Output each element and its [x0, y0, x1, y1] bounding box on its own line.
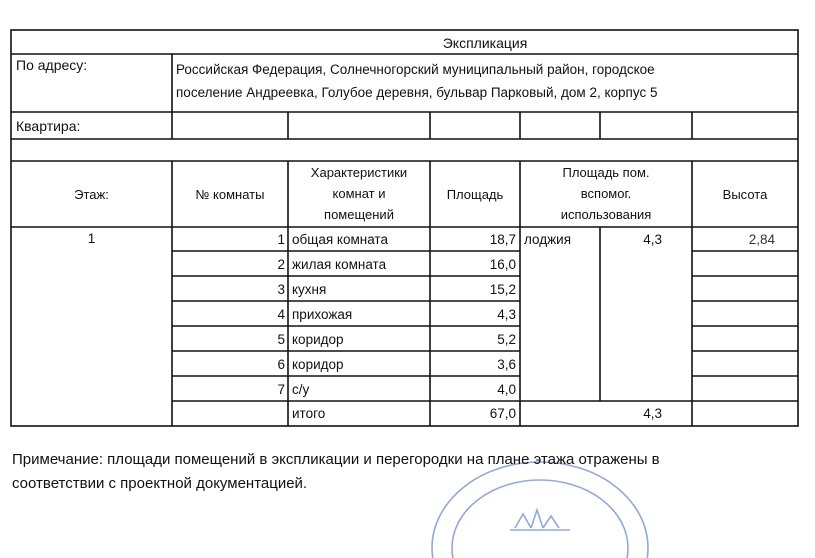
room-no: 2 — [277, 257, 285, 272]
room-name: жилая комната — [292, 257, 387, 272]
header-room-no: № комнаты — [195, 187, 265, 202]
apartment-label: Квартира: — [16, 118, 81, 134]
room-no: 6 — [277, 357, 285, 372]
header-height: Высота — [722, 187, 768, 202]
header-characteristics-1: Характеристики — [310, 165, 408, 180]
total-area: 67,0 — [489, 406, 516, 421]
room-area: 16,0 — [489, 257, 516, 272]
room-no: 1 — [277, 232, 285, 247]
header-characteristics-2: комнат и — [332, 186, 386, 201]
header-area: Площадь — [446, 187, 504, 202]
room-no: 5 — [277, 332, 285, 347]
floor-value: 1 — [87, 231, 96, 246]
aux-room-name: лоджия — [524, 232, 571, 247]
room-no: 7 — [277, 382, 285, 397]
room-name: с/у — [292, 382, 310, 397]
room-no: 3 — [277, 282, 285, 297]
header-floor: Этаж: — [74, 187, 109, 202]
height-value: 2,84 — [748, 232, 775, 247]
total-label: итого — [292, 406, 326, 421]
room-name: коридор — [292, 332, 344, 347]
address-line-1: Российская Федерация, Солнечногорский муниципальный район, городское — [176, 62, 655, 77]
room-area: 18,7 — [489, 232, 516, 247]
header-aux-area-1: Площадь пом. — [562, 165, 650, 180]
room-name: прихожая — [292, 307, 353, 322]
document-title: Экспликация — [442, 35, 528, 51]
room-name: коридор — [292, 357, 344, 372]
room-area: 4,0 — [497, 382, 516, 397]
header-aux-area-3: использования — [560, 207, 652, 222]
address-label: По адресу: — [16, 57, 88, 73]
room-no: 4 — [277, 307, 285, 322]
room-name: общая комната — [292, 232, 388, 247]
aux-room-area: 4,3 — [643, 232, 662, 247]
room-area: 4,3 — [497, 307, 516, 322]
room-area: 5,2 — [497, 332, 516, 347]
room-area: 3,6 — [497, 357, 516, 372]
room-area: 15,2 — [489, 282, 516, 297]
address-line-2: поселение Андреевка, Голубое деревня, бульвар Парковый, дом 2, корпус 5 — [176, 85, 658, 100]
note-line-1: Примечание: площади помещений в экспликации и перегородки на плане этажа отражены в — [12, 451, 660, 468]
header-characteristics-3: помещений — [324, 207, 394, 222]
total-aux-area: 4,3 — [643, 406, 662, 421]
note-line-2: соответствии с проектной документацией. — [12, 475, 308, 492]
room-name: кухня — [292, 282, 327, 297]
header-aux-area-2: вспомог. — [580, 186, 632, 201]
